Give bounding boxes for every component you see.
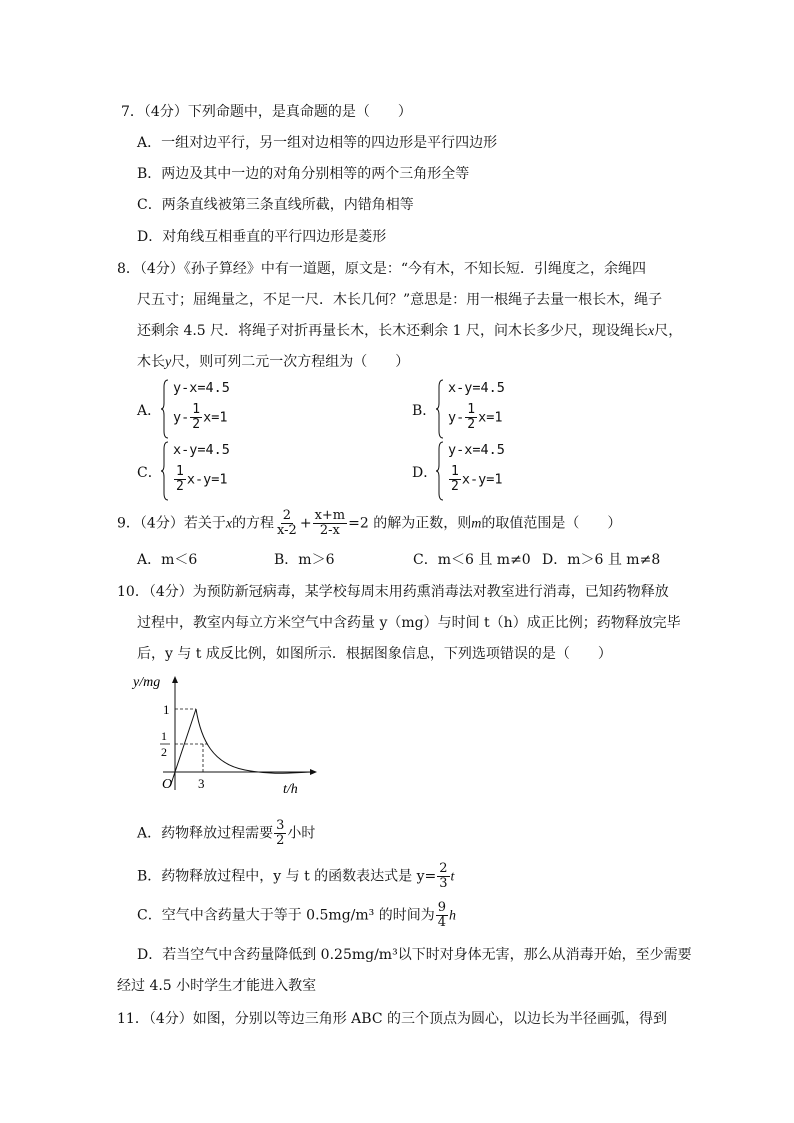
q8-option-b-brace: [436, 379, 444, 439]
q10-option-b-fraction: [437, 862, 449, 891]
q7-stem: 7．（4分）下列命题中，是真命题的是（ ）: [121, 104, 412, 120]
q8-option-d-eq2-post: x-y=1: [461, 471, 503, 488]
fraction-numerator: 2: [282, 508, 292, 523]
q10-option-d-line-2: 经过 4.5 小时学生才能进入教室: [117, 978, 317, 994]
q8-option-a-fraction: [190, 403, 202, 432]
decay-curve: [196, 709, 315, 773]
q9-stem-b: 的方程: [232, 515, 275, 532]
q8-option-a: [137, 379, 377, 439]
q10-option-c: [137, 901, 456, 930]
fraction-denominator: 2: [451, 479, 459, 494]
fraction-numerator: 9: [437, 900, 446, 915]
q8-option-b-eq2-post: x=1: [478, 409, 503, 426]
q9-plus: +: [299, 515, 312, 532]
q9-var-x: x: [225, 516, 233, 532]
fraction-denominator: 2: [467, 417, 476, 432]
q8-option-c-eq2: [173, 465, 227, 494]
q8-line-4-text: 尺，则可列二元一次方程组为（ ）: [171, 354, 410, 370]
q8-option-b-eq2: [448, 403, 502, 432]
q10-option-b: [137, 862, 454, 891]
q10-option-b-pre: B．药物释放过程中，y 与 t 的函数表达式是 y=: [137, 868, 437, 885]
q8-line-2: 尺五寸；屈绳量之，不足一尺．木长几何？”意思是：用一根绳子去量一根长木，绳子: [137, 292, 663, 308]
q10-line-2: 过程中，教室内每立方米空气中含药量 y（mg）与时间 t（h）成正比例；药物释放完毕: [137, 615, 681, 631]
fraction-numerator: 2: [439, 861, 448, 876]
tick-label-half-den: 2: [161, 745, 167, 759]
q10-line-1: 10．（4分）为预防新冠病毒，某学校每周末用药熏消毒法对教室进行消毒，已知药物释放: [117, 584, 669, 600]
q10-option-b-post: t: [450, 869, 455, 885]
q7-option-b: B．两边及其中一边的对角分别相等的两个三角形全等: [137, 166, 470, 182]
q8-option-a-eq2-post: x=1: [203, 409, 228, 426]
fraction-denominator: 2-x: [319, 523, 340, 538]
fraction-denominator: 2: [276, 833, 285, 848]
q7-option-a: A．一组对边平行，另一组对边相等的四边形是平行四边形: [137, 135, 498, 151]
fraction-numerator: 1: [192, 402, 201, 417]
q10-line-3: 后，y 与 t 成反比例，如图所示．根据图象信息，下列选项错误的是（ ）: [137, 646, 612, 662]
q9-stem-c: =2 的解为正数，则: [348, 515, 472, 532]
q8-option-b: [412, 379, 652, 439]
q9-option-a: A．m＜6: [137, 552, 198, 568]
fraction-denominator: 2: [176, 479, 184, 494]
q7-option-c: C．两条直线被第三条直线所截，内错角相等: [137, 197, 414, 213]
q10-option-a-post: 小时: [287, 825, 316, 842]
q8-option-a-label: A．: [137, 403, 162, 419]
tick-label-1: 1: [163, 702, 170, 717]
x-axis-label: t/h: [283, 782, 298, 797]
q8-option-c-fraction: [174, 465, 186, 494]
q8-option-a-brace: [161, 379, 169, 439]
q9-fraction-1: [275, 509, 299, 538]
q8-option-c-eq2-post: x-y=1: [186, 471, 228, 488]
q10-option-c-post: h: [449, 908, 456, 924]
q8-line-1: 8．（4分）《孙子算经》中有一道题，原文是：“今有木，不知长短．引绳度之，余绳四: [117, 261, 646, 277]
q9-option-b: B．m＞6: [274, 552, 335, 568]
q8-line-3: [137, 322, 682, 341]
tick-label-half-num: 1: [161, 729, 167, 743]
q11-line-1: 11．（4分）如图，分别以等边三角形 ABC 的三个顶点为圆心，以边长为半径画弧，得到: [117, 1011, 667, 1027]
q8-option-c: [137, 441, 377, 501]
fraction-numerator: x+m: [314, 508, 346, 523]
q10-option-c-pre: C．空气中含药量大于等于 0.5mg/m³ 的时间为: [137, 907, 435, 924]
fraction-denominator: x-2: [277, 523, 297, 538]
q9-fraction-2: [313, 509, 348, 538]
q8-line-3-text: 还剩余 4.5 尺．将绳子对折再量长木，长木还剩余 1 尺，问木长多少尺，现设绳长: [137, 323, 648, 339]
fraction-denominator: 3: [439, 876, 448, 891]
q10-option-c-fraction: [436, 901, 448, 930]
q8-option-a-eq1: y-x=4.5: [173, 380, 230, 396]
q9-stem-d: 的取值范围是（ ）: [481, 515, 622, 532]
q8-option-d-eq1: y-x=4.5: [448, 442, 505, 458]
q10-option-a-fraction: [274, 819, 286, 848]
q7-option-d: D．对角线互相垂直的平行四边形是菱形: [137, 229, 387, 245]
q8-option-b-eq2-pre: y-: [448, 409, 465, 426]
tick-label-3: 3: [198, 776, 205, 791]
fraction-numerator: 1: [467, 402, 476, 417]
q8-option-b-eq1: x-y=4.5: [448, 380, 505, 396]
q10-option-a: [137, 819, 315, 848]
q8-line-4-start: 木长: [137, 354, 165, 370]
q9-stem-a: 9．（4分）若关于: [117, 515, 226, 532]
origin-label: O: [162, 777, 173, 792]
q9-option-c: C．m＜6 且 m≠0: [413, 552, 531, 568]
fraction-numerator: 1: [451, 464, 459, 479]
fraction-numerator: 3: [276, 818, 285, 833]
q10-graph: [125, 672, 325, 802]
y-axis-label: y/mg: [133, 675, 161, 690]
y-axis-arrow: [172, 676, 178, 683]
q8-option-c-eq1: x-y=4.5: [173, 442, 230, 458]
q8-line-3-end: 尺，: [654, 323, 683, 339]
q8-option-c-brace: [161, 441, 169, 501]
q8-line-4: [137, 353, 409, 372]
q8-var-y: y: [165, 355, 172, 370]
q8-var-x: x: [647, 324, 655, 339]
fraction-numerator: 1: [176, 464, 184, 479]
q8-option-d-eq2: [448, 465, 502, 494]
q10-option-d-line-1: D．若当空气中含药量降低到 0.25mg/m³以下时对身体无害，那么从消毒开始，至少需要: [137, 947, 692, 963]
q8-option-c-label: C．: [137, 465, 162, 481]
q9-option-d: D．m＞6 且 m≠8: [542, 552, 661, 568]
q9-stem: [117, 509, 621, 538]
q9-var-m: m: [471, 516, 482, 532]
q8-option-d-brace: [436, 441, 444, 501]
q8-option-b-fraction: [465, 403, 477, 432]
q8-option-a-eq2: [173, 403, 227, 432]
q8-option-d: [412, 441, 652, 501]
fraction-denominator: 2: [192, 417, 201, 432]
q8-option-d-label: D．: [412, 465, 438, 481]
q8-option-b-label: B．: [412, 403, 437, 419]
q8-option-d-fraction: [449, 465, 461, 494]
fraction-denominator: 4: [437, 915, 446, 930]
q10-option-a-pre: A．药物释放过程需要: [137, 825, 274, 842]
q8-option-a-eq2-pre: y-: [173, 409, 190, 426]
